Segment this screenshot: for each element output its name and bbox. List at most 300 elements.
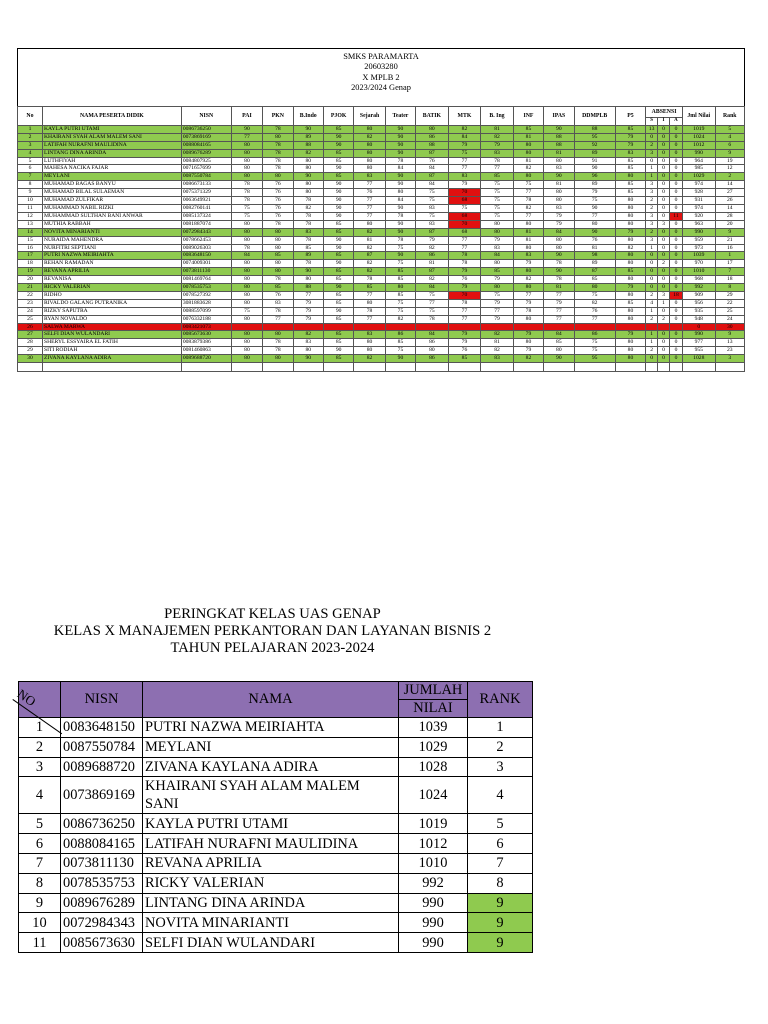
absensi-s: 2 bbox=[646, 197, 658, 205]
grade-cell: 75 bbox=[231, 204, 262, 212]
ranking-name: ZIVANA KAYLANA ADIRA bbox=[143, 757, 399, 777]
grade-cell: 80 bbox=[513, 315, 543, 323]
student-name: REHAN RAMADAN bbox=[42, 260, 181, 268]
grade-cell bbox=[293, 323, 323, 331]
absensi-i: 0 bbox=[658, 347, 670, 355]
absensi-i: 0 bbox=[658, 355, 670, 363]
grade-cell: 80 bbox=[263, 268, 293, 276]
table-row bbox=[18, 189, 745, 197]
grade-cell: 80 bbox=[231, 299, 262, 307]
table-row bbox=[18, 284, 745, 292]
grade-cell: 90 bbox=[544, 252, 574, 260]
grade-cell: 90 bbox=[323, 244, 353, 252]
grade-cell: 85 bbox=[385, 339, 415, 347]
absensi-s: 0 bbox=[646, 276, 658, 284]
ranking-nisn: 0072984343 bbox=[61, 913, 143, 933]
grade-cell: 78 bbox=[513, 307, 543, 315]
rank-value: 9 bbox=[715, 228, 744, 236]
student-name: MUHAMMAD NABIL RIZKI bbox=[42, 204, 181, 212]
grade-cell: 78 bbox=[231, 189, 262, 197]
grade-cell: 79 bbox=[481, 276, 514, 284]
grade-cell: 90 bbox=[323, 141, 353, 149]
grade-cell: 79 bbox=[448, 268, 481, 276]
empty-row bbox=[18, 363, 745, 372]
absensi-s: 2 bbox=[646, 347, 658, 355]
grade-cell: 83 bbox=[481, 149, 514, 157]
grade-cell: 83 bbox=[416, 220, 449, 228]
grade-cell: 77 bbox=[416, 299, 449, 307]
grade-cell: 78 bbox=[293, 236, 323, 244]
grade-cell: 82 bbox=[416, 276, 449, 284]
ranking-header-nisn: NISN bbox=[61, 682, 143, 718]
absensi-a: 0 bbox=[669, 181, 682, 189]
grade-cell: 75 bbox=[231, 307, 262, 315]
row-number: 8 bbox=[18, 181, 43, 189]
row-number: 22 bbox=[18, 291, 43, 299]
grade-cell: 81 bbox=[513, 133, 543, 141]
grade-cell bbox=[615, 323, 645, 331]
absensi-i: 0 bbox=[658, 339, 670, 347]
rank-value: 17 bbox=[715, 260, 744, 268]
ranking-title bbox=[0, 606, 545, 657]
grade-cell: 75 bbox=[481, 291, 514, 299]
grade-cell: 82 bbox=[354, 244, 385, 252]
grade-cell: 85 bbox=[615, 125, 645, 133]
grade-cell: 90 bbox=[323, 260, 353, 268]
grade-cell: 80 bbox=[513, 149, 543, 157]
grade-cell: 78 bbox=[513, 197, 543, 205]
absensi-s: 1 bbox=[646, 165, 658, 173]
grade-cell: 79 bbox=[448, 141, 481, 149]
grade-cell: 78 bbox=[231, 181, 262, 189]
grade-cell: 80 bbox=[231, 165, 262, 173]
grade-cell: 81 bbox=[354, 236, 385, 244]
student-nisn: 0082760141 bbox=[181, 204, 231, 212]
row-number: 14 bbox=[18, 228, 43, 236]
absensi-a: 0 bbox=[669, 141, 682, 149]
grade-cell: 80 bbox=[354, 141, 385, 149]
student-nisn: 0081887074 bbox=[181, 220, 231, 228]
grade-cell: 87 bbox=[416, 268, 449, 276]
grade-cell: 89 bbox=[574, 260, 615, 268]
absensi-i: 0 bbox=[658, 284, 670, 292]
rank-value: 24 bbox=[715, 315, 744, 323]
grade-cell: 88 bbox=[293, 284, 323, 292]
grade-cell: 90 bbox=[385, 355, 415, 363]
row-number: 24 bbox=[18, 307, 43, 315]
grade-cell: 76 bbox=[263, 212, 293, 220]
grade-cell: 78 bbox=[263, 276, 293, 284]
ranking-nisn: 0078535753 bbox=[61, 873, 143, 893]
grade-cell: 80 bbox=[231, 228, 262, 236]
row-number: 1 bbox=[18, 125, 43, 133]
rank-value: 27 bbox=[715, 189, 744, 197]
grade-cell: 85 bbox=[323, 315, 353, 323]
grade-cell: 80 bbox=[416, 347, 449, 355]
grade-cell: 78 bbox=[293, 220, 323, 228]
grade-cell: 84 bbox=[231, 252, 262, 260]
ranking-name: RICKY VALERIAN bbox=[143, 873, 399, 893]
grade-cell: 89 bbox=[574, 149, 615, 157]
ranking-no: 10 bbox=[19, 913, 61, 933]
column-header-pkn: PKN bbox=[263, 107, 293, 126]
grade-cell: 85 bbox=[323, 125, 353, 133]
absensi-a: 18 bbox=[669, 291, 682, 299]
student-nisn: 0074009301 bbox=[181, 260, 231, 268]
ranking-name: LINTANG DINA ARINDA bbox=[143, 893, 399, 913]
total-score: 970 bbox=[683, 260, 716, 268]
absensi-s: 0 bbox=[646, 284, 658, 292]
grade-cell: 75 bbox=[385, 299, 415, 307]
column-header-absensi-i: I bbox=[658, 118, 670, 126]
grade-cell: 79 bbox=[544, 299, 574, 307]
total-score: 956 bbox=[683, 299, 716, 307]
student-nisn: 0083648150 bbox=[181, 252, 231, 260]
ranking-rank: 1 bbox=[468, 718, 533, 738]
table-row bbox=[18, 276, 745, 284]
grade-cell: 79 bbox=[481, 236, 514, 244]
grade-cell: 79 bbox=[513, 299, 543, 307]
grade-cell: 80 bbox=[231, 157, 262, 165]
table-row bbox=[18, 212, 745, 220]
ranking-no: 3 bbox=[19, 757, 61, 777]
table-row bbox=[18, 236, 745, 244]
grade-cell: 85 bbox=[323, 157, 353, 165]
absensi-i bbox=[658, 323, 670, 331]
ranking-row bbox=[19, 893, 533, 913]
grade-cell: 77 bbox=[481, 165, 514, 173]
total-score: 1039 bbox=[683, 252, 716, 260]
grade-cell: 80 bbox=[544, 197, 574, 205]
grade-cell: 88 bbox=[544, 133, 574, 141]
ranking-title-line1: PERINGKAT KELAS UAS GENAP bbox=[164, 606, 381, 622]
column-header-p5: P5 bbox=[615, 107, 645, 126]
absensi-s: 3 bbox=[646, 181, 658, 189]
absensi-i: 0 bbox=[658, 331, 670, 339]
grade-cell: 75 bbox=[416, 212, 449, 220]
grade-cell: 90 bbox=[544, 268, 574, 276]
ranking-name: PUTRI NAZWA MEIRIAHTA bbox=[143, 718, 399, 738]
grade-cell: 78 bbox=[231, 244, 262, 252]
grade-cell: 80 bbox=[574, 220, 615, 228]
absensi-a: 0 bbox=[669, 347, 682, 355]
table-row bbox=[18, 181, 745, 189]
ranking-no: 11 bbox=[19, 933, 61, 953]
ranking-rank: 3 bbox=[468, 757, 533, 777]
ranking-header-rank: RANK bbox=[468, 682, 533, 718]
student-name: NURAIDA MAHENDRA bbox=[42, 236, 181, 244]
grade-cell: 79 bbox=[481, 141, 514, 149]
absensi-a: 0 bbox=[669, 339, 682, 347]
student-name: MEYLANI bbox=[42, 173, 181, 181]
student-name: REVANA APRILIA bbox=[42, 268, 181, 276]
row-number: 23 bbox=[18, 299, 43, 307]
ranking-total: 990 bbox=[399, 893, 468, 913]
grade-cell: 68 bbox=[448, 212, 481, 220]
absensi-a: 0 bbox=[669, 173, 682, 181]
grade-cell: 80 bbox=[544, 236, 574, 244]
student-nisn: 0073869169 bbox=[181, 133, 231, 141]
grade-cell: 87 bbox=[354, 252, 385, 260]
absensi-s: 2 bbox=[646, 228, 658, 236]
grade-cell: 80 bbox=[615, 315, 645, 323]
grade-cell: 75 bbox=[416, 189, 449, 197]
absensi-s bbox=[646, 323, 658, 331]
grade-cell: 90 bbox=[323, 284, 353, 292]
grade-cell: 85 bbox=[323, 220, 353, 228]
rank-value: 9 bbox=[715, 149, 744, 157]
absensi-s: 0 bbox=[646, 260, 658, 268]
grade-cell: 79 bbox=[513, 260, 543, 268]
grade-cell: 83 bbox=[544, 204, 574, 212]
table-row bbox=[18, 339, 745, 347]
grade-cell: 87 bbox=[574, 268, 615, 276]
column-header-b-ing: B. Ing bbox=[481, 107, 514, 126]
grade-cell: 79 bbox=[481, 315, 514, 323]
grade-cell: 75 bbox=[481, 181, 514, 189]
table-row bbox=[18, 355, 745, 363]
grade-cell: 79 bbox=[293, 307, 323, 315]
grade-cell: 78 bbox=[263, 220, 293, 228]
student-nisn: 0081469764 bbox=[181, 276, 231, 284]
grade-sheet bbox=[17, 48, 745, 372]
absensi-a: 0 bbox=[669, 244, 682, 252]
grade-cell: 85 bbox=[574, 276, 615, 284]
student-nisn: 0073811130 bbox=[181, 268, 231, 276]
absensi-a: 0 bbox=[669, 236, 682, 244]
grade-cell: 75 bbox=[574, 347, 615, 355]
absensi-i: 0 bbox=[658, 149, 670, 157]
total-score: 920 bbox=[683, 212, 716, 220]
grade-cell: 78 bbox=[354, 307, 385, 315]
student-nisn: 0081460863 bbox=[181, 347, 231, 355]
grade-cell: 77 bbox=[544, 291, 574, 299]
ranking-nisn: 0073869169 bbox=[61, 777, 143, 814]
grade-cell: 77 bbox=[293, 291, 323, 299]
grade-cell: 76 bbox=[574, 307, 615, 315]
grade-cell: 81 bbox=[544, 181, 574, 189]
absensi-a bbox=[669, 323, 682, 331]
grade-cell: 86 bbox=[416, 133, 449, 141]
absensi-s: 3 bbox=[646, 189, 658, 197]
ranking-row bbox=[19, 913, 533, 933]
grade-cell: 78 bbox=[448, 299, 481, 307]
grade-cell: 78 bbox=[263, 307, 293, 315]
table-row bbox=[18, 252, 745, 260]
total-score: 1010 bbox=[683, 268, 716, 276]
ranking-name: KHAIRANI SYAH ALAM MALEM SANI bbox=[143, 777, 399, 814]
grade-cell: 80 bbox=[231, 149, 262, 157]
grade-cell: 70 bbox=[448, 189, 481, 197]
absensi-s: 2 bbox=[646, 141, 658, 149]
absensi-a: 0 bbox=[669, 299, 682, 307]
grade-cell bbox=[513, 323, 543, 331]
grade-cell: 80 bbox=[231, 315, 262, 323]
absensi-a: 0 bbox=[669, 157, 682, 165]
grade-cell: 78 bbox=[293, 197, 323, 205]
grade-cell: 88 bbox=[574, 125, 615, 133]
grade-cell: 80 bbox=[231, 260, 262, 268]
ranking-header-no: NO bbox=[19, 682, 61, 718]
column-header-pai: PAI bbox=[231, 107, 262, 126]
student-name: LATIFAH NURAFNI MAULIDINA bbox=[42, 141, 181, 149]
grade-cell: 80 bbox=[385, 189, 415, 197]
total-score: 928 bbox=[683, 189, 716, 197]
ranking-row bbox=[19, 834, 533, 854]
total-score: 909 bbox=[683, 291, 716, 299]
absensi-a: 0 bbox=[669, 260, 682, 268]
grade-cell: 77 bbox=[448, 236, 481, 244]
row-number: 2 bbox=[18, 133, 43, 141]
grade-cell: 78 bbox=[448, 260, 481, 268]
grade-cell: 79 bbox=[293, 299, 323, 307]
column-header-sejarah: Sejarah bbox=[354, 107, 385, 126]
grade-cell: 80 bbox=[354, 347, 385, 355]
grade-cell: 80 bbox=[513, 284, 543, 292]
student-nisn: 0083421073 bbox=[181, 323, 231, 331]
ranking-rank: 5 bbox=[468, 814, 533, 834]
grade-cell: 84 bbox=[448, 133, 481, 141]
student-name: MUHAMMAD SULTHAN BANI ANWAR bbox=[42, 212, 181, 220]
grade-cell: 81 bbox=[544, 284, 574, 292]
column-header-batik: BATIK bbox=[416, 107, 449, 126]
grade-cell: 80 bbox=[354, 339, 385, 347]
grade-cell: 85 bbox=[385, 291, 415, 299]
grade-cell: 76 bbox=[574, 236, 615, 244]
table-row bbox=[18, 197, 745, 205]
row-number: 27 bbox=[18, 331, 43, 339]
grade-cell: 84 bbox=[481, 252, 514, 260]
table-row bbox=[18, 165, 745, 173]
table-row bbox=[18, 323, 745, 331]
grade-cell: 76 bbox=[263, 181, 293, 189]
ranking-rank: 9 bbox=[468, 913, 533, 933]
grade-cell: 85 bbox=[481, 268, 514, 276]
grade-cell: 78 bbox=[544, 260, 574, 268]
grade-cell: 82 bbox=[354, 133, 385, 141]
grade-cell: 78 bbox=[263, 125, 293, 133]
grade-cell: 80 bbox=[293, 276, 323, 284]
grade-cell: 76 bbox=[354, 189, 385, 197]
column-header-rank: Rank bbox=[715, 107, 744, 126]
student-nisn: 0083879386 bbox=[181, 339, 231, 347]
grade-cell: 80 bbox=[615, 173, 645, 181]
period: 2023/2024 Genap bbox=[351, 83, 411, 93]
student-name: LINTANG DINA ARINDA bbox=[42, 149, 181, 157]
grade-cell: 80 bbox=[615, 355, 645, 363]
total-score: 1012 bbox=[683, 141, 716, 149]
grade-cell: 82 bbox=[513, 355, 543, 363]
column-header-absensi: ABSENSI bbox=[646, 107, 683, 118]
grade-cell: 85 bbox=[615, 299, 645, 307]
absensi-i: 0 bbox=[658, 189, 670, 197]
rank-value: 19 bbox=[715, 157, 744, 165]
grade-cell: 79 bbox=[615, 133, 645, 141]
grade-cell: 68 bbox=[448, 197, 481, 205]
absensi-i: 0 bbox=[658, 157, 670, 165]
absensi-i: 0 bbox=[658, 276, 670, 284]
grade-cell: 77 bbox=[263, 315, 293, 323]
ranking-total: 1029 bbox=[399, 737, 468, 757]
student-name: PUTRI NAZWA MEIRIAHTA bbox=[42, 252, 181, 260]
rank-value: 14 bbox=[715, 181, 744, 189]
table-row bbox=[18, 228, 745, 236]
rank-value: 7 bbox=[715, 268, 744, 276]
grade-cell: 75 bbox=[416, 291, 449, 299]
grade-cell: 90 bbox=[574, 165, 615, 173]
total-score: 1029 bbox=[683, 173, 716, 181]
student-nisn: 0078535753 bbox=[181, 284, 231, 292]
grade-cell: 80 bbox=[615, 276, 645, 284]
absensi-i: 0 bbox=[658, 133, 670, 141]
grade-cell: 78 bbox=[385, 212, 415, 220]
rank-value: 8 bbox=[715, 284, 744, 292]
grade-cell: 80 bbox=[354, 299, 385, 307]
ranking-total: 992 bbox=[399, 873, 468, 893]
table-row bbox=[18, 299, 745, 307]
total-score: 973 bbox=[683, 244, 716, 252]
ranking-row bbox=[19, 933, 533, 953]
grade-cell: 80 bbox=[615, 252, 645, 260]
table-row bbox=[18, 173, 745, 181]
grade-cell: 80 bbox=[354, 149, 385, 157]
grade-cell: 80 bbox=[615, 291, 645, 299]
absensi-a: 0 bbox=[669, 355, 682, 363]
grade-cell: 80 bbox=[513, 173, 543, 181]
absensi-a: 0 bbox=[669, 307, 682, 315]
grade-cell: 83 bbox=[513, 252, 543, 260]
grade-cell: 82 bbox=[354, 228, 385, 236]
grade-cell bbox=[263, 323, 293, 331]
rank-value: 5 bbox=[715, 125, 744, 133]
absensi-a: 0 bbox=[669, 149, 682, 157]
grade-cell bbox=[416, 323, 449, 331]
absensi-i: 0 bbox=[658, 197, 670, 205]
rank-value: 6 bbox=[715, 141, 744, 149]
grade-cell: 75 bbox=[448, 204, 481, 212]
grade-cell: 80 bbox=[615, 307, 645, 315]
grade-cell: 80 bbox=[544, 347, 574, 355]
ranking-no: 9 bbox=[19, 893, 61, 913]
absensi-s: 1 bbox=[646, 173, 658, 181]
grade-cell: 98 bbox=[574, 252, 615, 260]
grade-cell: 90 bbox=[574, 228, 615, 236]
grade-cell: 85 bbox=[323, 252, 353, 260]
grade-cell bbox=[385, 323, 415, 331]
absensi-s: 3 bbox=[646, 220, 658, 228]
rank-value: 30 bbox=[715, 323, 744, 331]
student-nisn: 0071657699 bbox=[181, 165, 231, 173]
grade-cell: 79 bbox=[481, 299, 514, 307]
grade-cell: 80 bbox=[354, 125, 385, 133]
student-name: KHAIRANI SYAH ALAM MALEM SANI bbox=[42, 133, 181, 141]
grade-cell: 80 bbox=[544, 244, 574, 252]
total-score: 1019 bbox=[683, 125, 716, 133]
grade-cell: 89 bbox=[293, 133, 323, 141]
ranking-rank: 7 bbox=[468, 853, 533, 873]
total-score: 974 bbox=[683, 181, 716, 189]
grade-cell: 80 bbox=[544, 189, 574, 197]
rank-value: 28 bbox=[715, 212, 744, 220]
grade-cell: 91 bbox=[574, 157, 615, 165]
grade-cell: 81 bbox=[574, 244, 615, 252]
absensi-s: 1 bbox=[646, 331, 658, 339]
grade-cell: 83 bbox=[293, 228, 323, 236]
grade-cell: 75 bbox=[416, 307, 449, 315]
grade-cell: 90 bbox=[385, 141, 415, 149]
column-header-ipas: IPAS bbox=[544, 107, 574, 126]
grade-cell: 80 bbox=[615, 204, 645, 212]
